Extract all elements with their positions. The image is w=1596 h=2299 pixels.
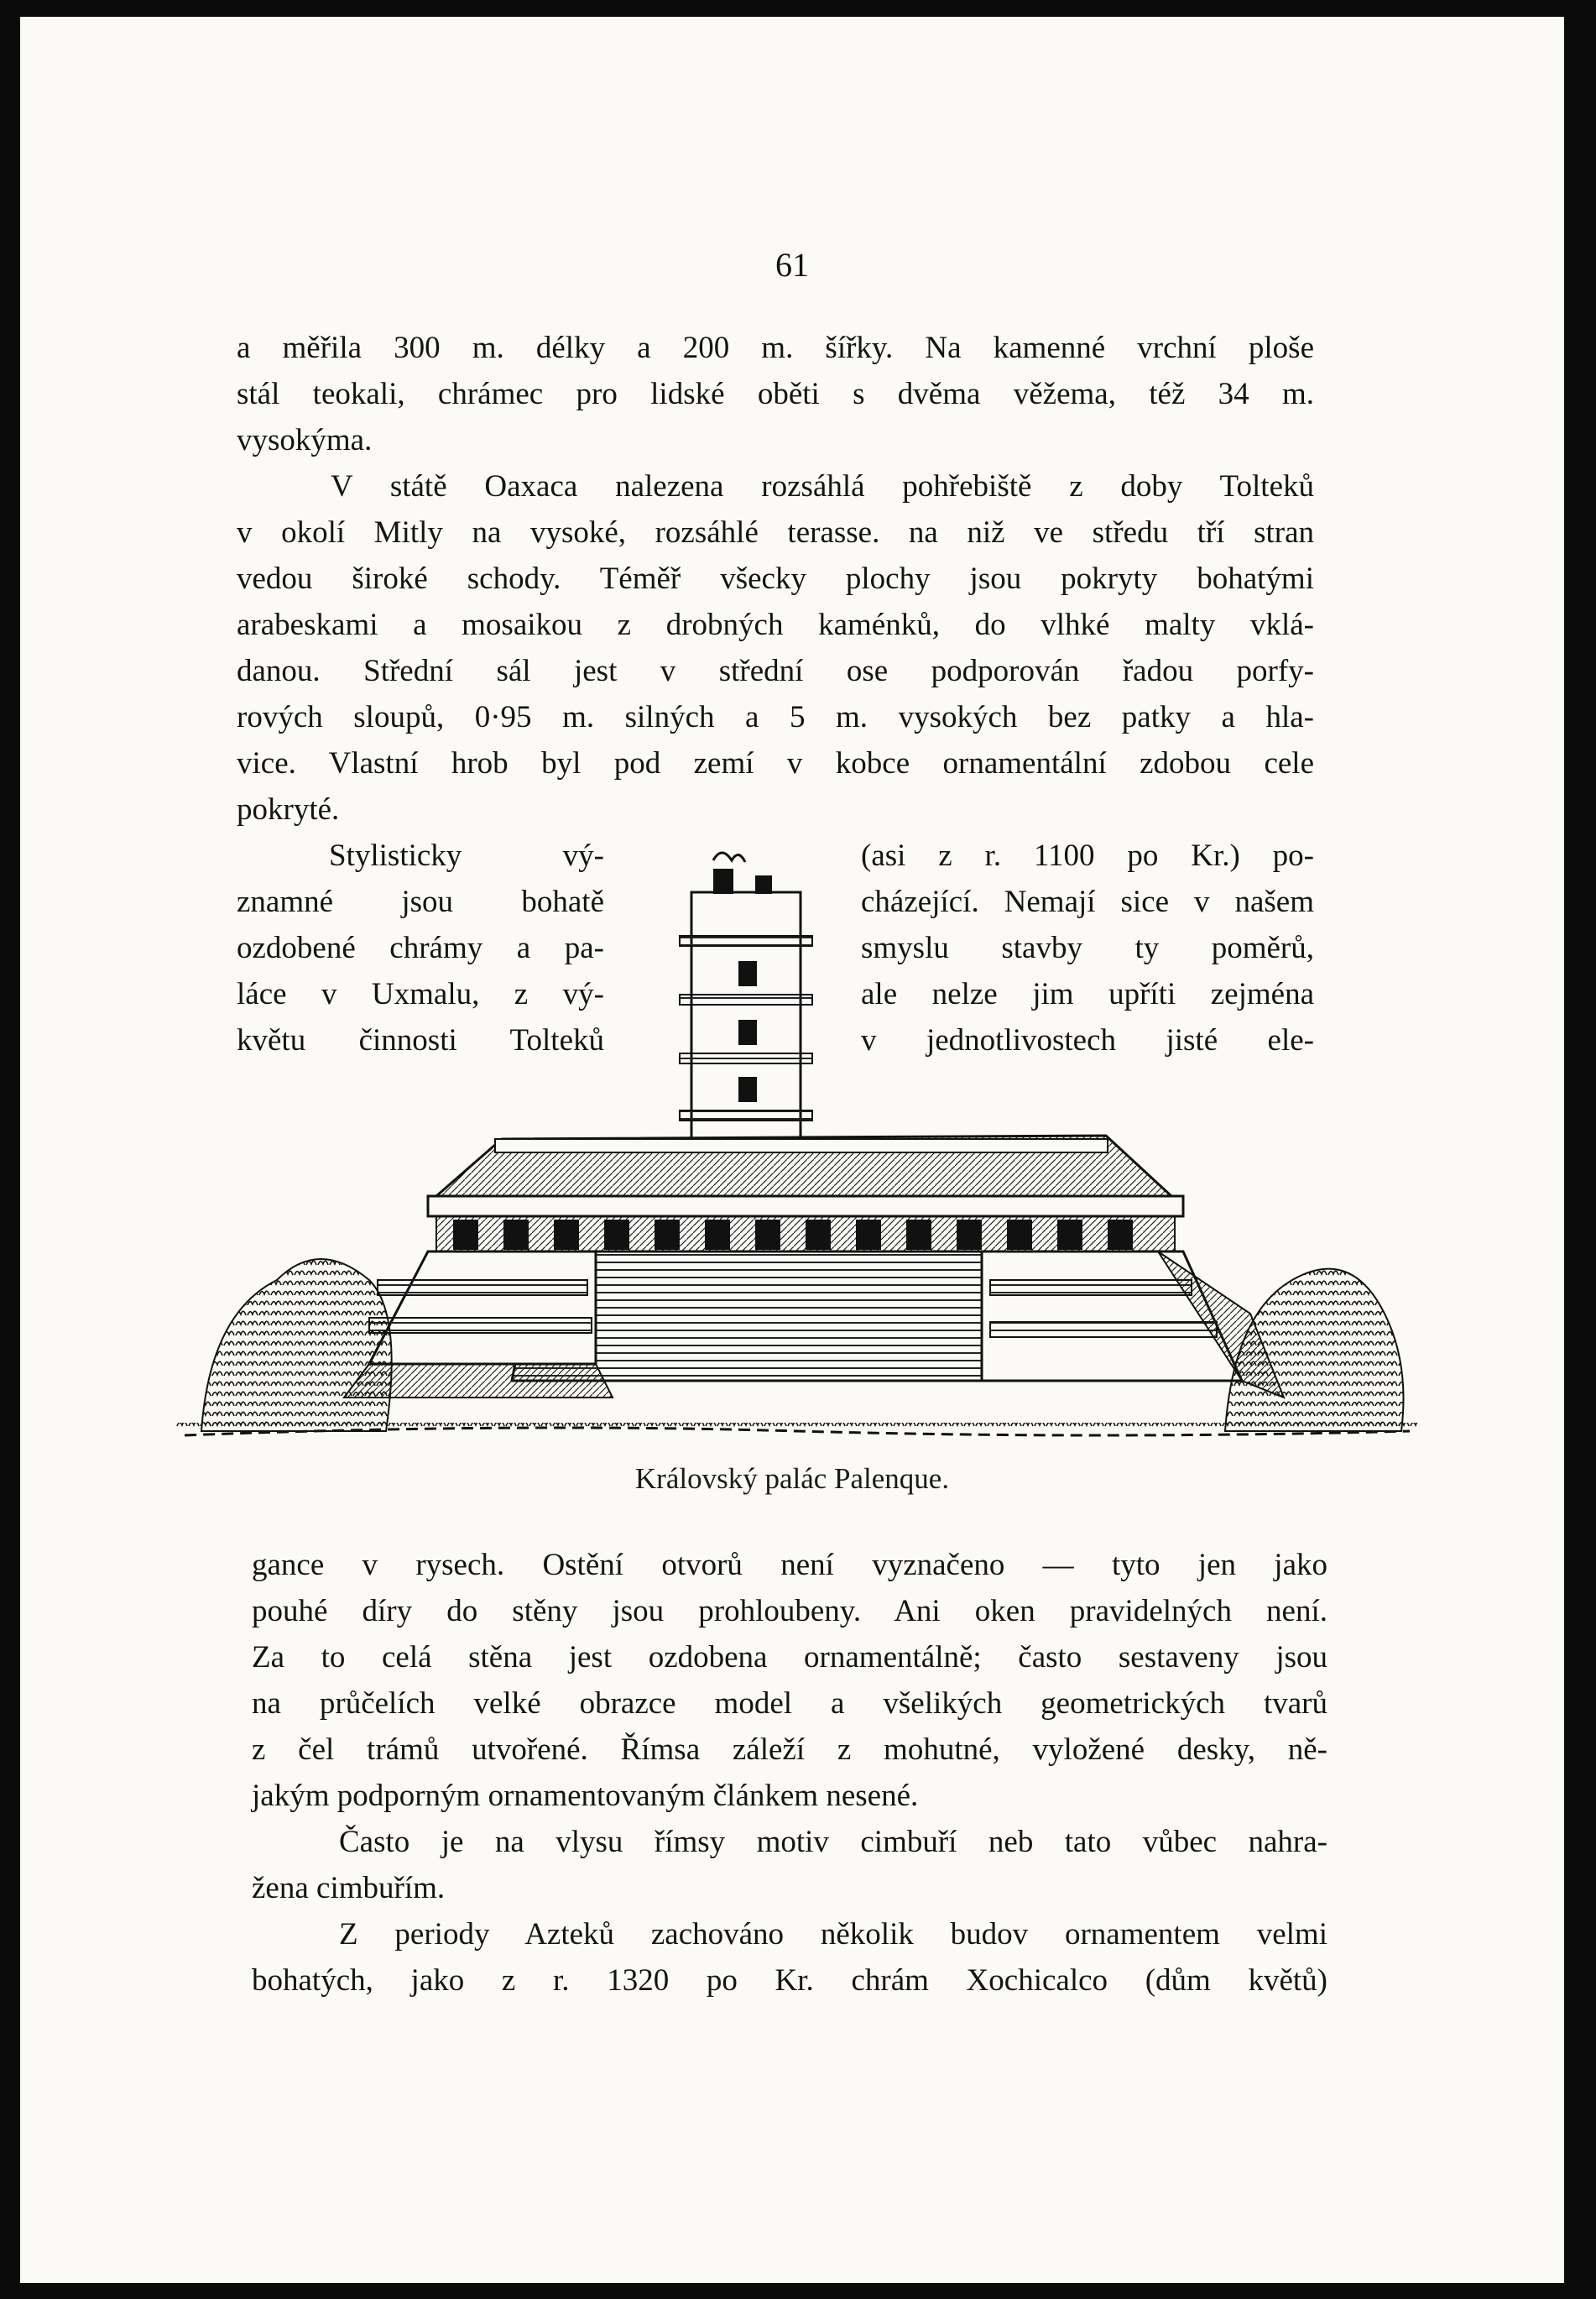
text-line: vice. Vlastní hrob byl pod zemí v kobce ornamentální zdobou cele <box>237 746 1314 781</box>
right-column-line: (asi z r. 1100 po Kr.) po- <box>861 839 1314 873</box>
text-line: v okolí Mitly na vysoké, rozsáhlé terasse. na niž ve středu tří stran <box>237 515 1314 550</box>
text-line: bohatých, jako z r. 1320 po Kr. chrám Xochicalco (dům květů) <box>252 1963 1327 1998</box>
right-column-line: v jednotlivostech jisté ele- <box>861 1023 1314 1058</box>
left-column-line: Stylisticky vý- <box>329 839 604 873</box>
text-line: jakým podporným ornamentovaným článkem nesené. <box>252 1779 919 1813</box>
right-column-line: cházející. Nemají sice v našem <box>861 885 1314 919</box>
text-line: na průčelích velké obrazce model a všelikých geometrických tvarů <box>252 1686 1327 1721</box>
text-line: Z periody Azteků zachováno několik budov ornamentem velmi <box>339 1917 1327 1952</box>
text-line: V státě Oaxaca nalezena rozsáhlá pohřebiště z doby Tolteků <box>331 469 1314 504</box>
text-line: vedou široké schody. Téměř všecky plochy jsou pokryty bohatými <box>237 562 1314 596</box>
left-column-line: květu činnosti Tolteků <box>237 1023 604 1058</box>
left-column-line: láce v Uxmalu, z vý- <box>237 977 604 1011</box>
text-line: Za to celá stěna jest ozdobena ornamentálně; často sestaveny jsou <box>252 1640 1327 1675</box>
palace-illustration <box>176 844 1418 1448</box>
text-line: a měřila 300 m. délky a 200 m. šířky. Na kamenné vrchní ploše <box>237 331 1314 365</box>
palace-building <box>344 1136 1284 1398</box>
figure-caption: Královský palác Palenque. <box>634 1462 950 1495</box>
book-page <box>20 17 1564 2283</box>
text-line: Často je na vlysu římsy motiv cimbuří neb tato vůbec nahra- <box>339 1825 1327 1859</box>
text-line: z čel trámů utvořené. Římsa záleží z mohutné, vyložené desky, ně- <box>252 1732 1327 1767</box>
tower <box>680 853 812 1144</box>
left-column-line: znamné jsou bohatě <box>237 885 604 919</box>
text-line: danou. Střední sál jest v střední ose podporován řadou porfy- <box>237 654 1314 688</box>
text-line: vysokýma. <box>237 423 373 457</box>
text-line: gance v rysech. Ostění otvorů není vyznačeno — tyto jen jako <box>252 1548 1327 1582</box>
text-line: pokryté. <box>237 792 340 827</box>
page-number: 61 <box>775 246 809 284</box>
right-column-line: ale nelze jim upříti zejména <box>861 977 1314 1011</box>
text-line: pouhé díry do stěny jsou prohloubeny. Ani oken pravidelných není. <box>252 1594 1327 1628</box>
text-line: stál teokali, chrámec pro lidské oběti s dvěma věžema, též 34 m. <box>237 377 1314 411</box>
text-line: žena cimbuřím. <box>252 1871 446 1905</box>
right-column-line: smyslu stavby ty poměrů, <box>861 931 1314 965</box>
text-line: rových sloupů, 0·95 m. silných a 5 m. vysokých bez patky a hla- <box>237 700 1314 734</box>
left-column-line: ozdobené chrámy a pa- <box>237 931 604 965</box>
text-line: arabeskami a mosaikou z drobných kaménků, do vlhké malty vklá- <box>237 608 1314 642</box>
